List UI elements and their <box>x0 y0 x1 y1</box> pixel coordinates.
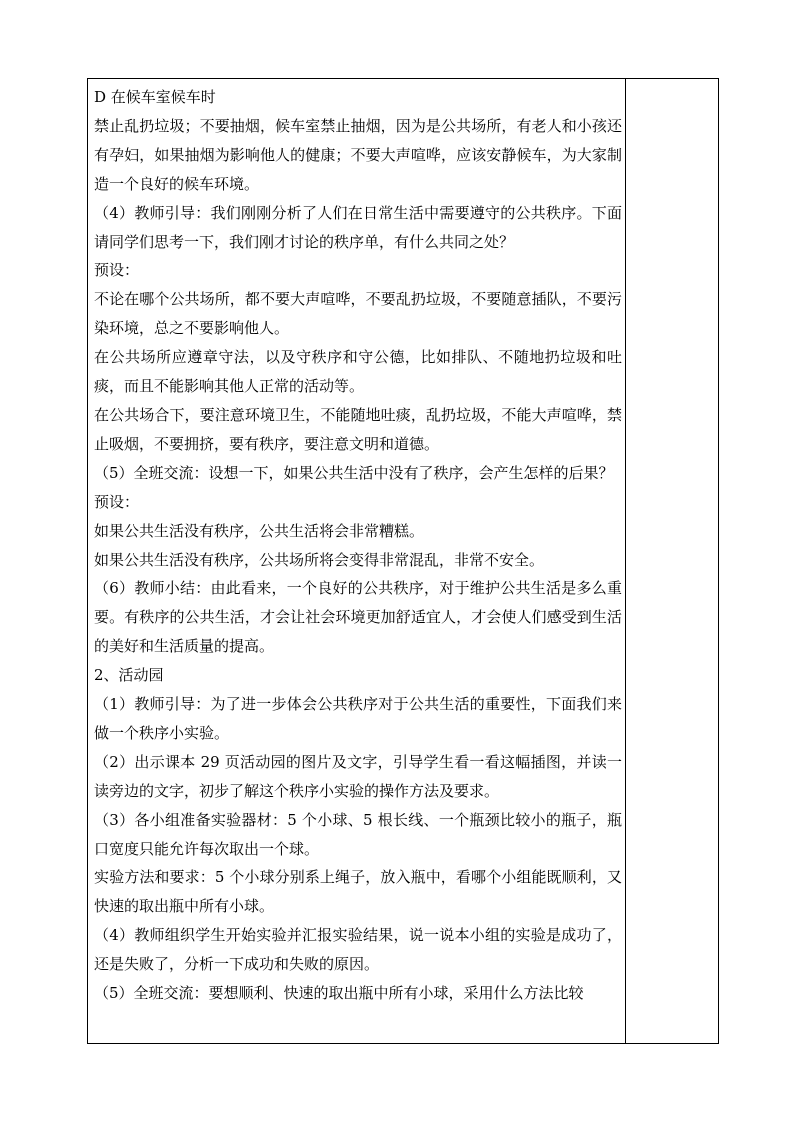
paragraph-preset-label: 预设： <box>94 261 140 280</box>
notes-column-cell <box>626 79 718 1043</box>
paragraph-preset-label: 预设： <box>94 492 140 511</box>
paragraph-scenario-d: D 在候车室候车时 <box>94 88 216 106</box>
paragraph-activity-step-4: （4）教师组织学生开始实验并汇报实验结果，说一说本小组的实验是成功了，还是失败了，分析一下成功和失败的原因。 <box>94 926 622 974</box>
paragraph-activity-step-1: （1）教师引导：为了进一步体会公共秩序对于公共生活的重要性，下面我们来做一个秩序小实验。 <box>94 695 622 742</box>
paragraph-preset-answer: 在公共场所应遵章守法，以及守秩序和守公德，比如排队、不随地扔垃圾和吐痰，而且不能影响其他人正常的活动等。 <box>94 348 622 396</box>
paragraph-section-heading: 2、活动园 <box>94 666 164 685</box>
paragraph-experiment-method: 实验方法和要求：5 个小球分别系上绳子，放入瓶中，看哪个小组能既顺利，又快速的取出瓶中所有小球。 <box>94 868 622 916</box>
paragraph-activity-step-5: （5）全班交流：要想顺利、快速的取出瓶中所有小球，采用什么方法比较 <box>94 984 584 1003</box>
paragraph-preset-answer: 在公共场合下，要注意环境卫生，不能随地吐痰，乱扔垃圾，不能大声喧哗，禁止吸烟，不要拥挤，要有秩序，要注意文明和道德。 <box>94 405 622 453</box>
paragraph-preset-answer: 如果公共生活没有秩序，公共场所将会变得非常混乱，非常不安全。 <box>94 550 545 569</box>
lesson-content-cell <box>94 83 622 1041</box>
paragraph-teacher-guide-4: （4）教师引导：我们刚刚分析了人们在日常生活中需要遵守的公共秩序。下面请同学们思考一下，我们刚才讨论的秩序单，有什么共同之处？ <box>94 203 622 251</box>
paragraph-teacher-summary-6: （6）教师小结：由此看来，一个良好的公共秩序，对于维护公共生活是多么重要。有秩序的公共生活，才会让社会环境更加舒适宜人，才会使人们感受到生活的美好和生活质量的提高。 <box>94 579 622 656</box>
paragraph-preset-answer: 如果公共生活没有秩序，公共生活将会非常糟糕。 <box>94 521 425 540</box>
paragraph-activity-step-3: （3）各小组准备实验器材：5 个小球、5 根长线、一个瓶颈比较小的瓶子，瓶口宽度只能允许每次取出一个球。 <box>94 810 622 858</box>
paragraph-preset-answer: 不论在哪个公共场所，都不要大声喧哗，不要乱扔垃圾，不要随意插队，不要污染环境，总之不要影响他人。 <box>94 290 622 338</box>
paragraph-class-exchange-5: （5）全班交流：设想一下，如果公共生活中没有了秩序，会产生怎样的后果？ <box>94 463 614 482</box>
paragraph-waiting-room-rules: 禁止乱扔垃圾；不要抽烟，候车室禁止抽烟，因为是公共场所，有老人和小孩还有孕妇，如果抽烟为影响他人的健康；不要大声喧哗，应该安静候车，为大家制造一个良好的候车环境。 <box>94 116 622 193</box>
paragraph-activity-step-2: （2）出示课本 29 页活动园的图片及文字，引导学生看一看这幅插图，并读一读旁边的文字，初步了解这个秩序小实验的操作方法及要求。 <box>94 752 622 800</box>
